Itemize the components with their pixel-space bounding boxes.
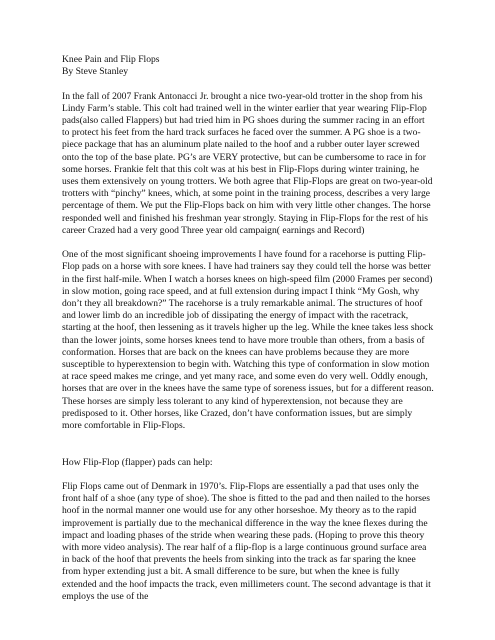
paragraph-1: In the fall of 2007 Frank Antonacci Jr. brought a nice two-year-old trotter in the shop from his Lindy Farm’s stable. This colt had trained well in the winter earlier that year wearing Flip-Flop pads(also called Flappers) but had tried him in PG shoes during the summer racing in an effort to protect his feet from the hard track surfaces he faced over the summer. A PG shoe is a two-piece package that has an aluminum plate nailed to the hoof and a rubber outer layer screwed onto the top of the base plate. PG’s are VERY protective, but can be cumbersome to race in for some horses. Frankie felt that this colt was at his best in Flip-Flops during winter training, he uses them extensively on young trotters. We both agree that Flip-Flops are great on two-year-old trotters with “pinchy” knees, which, at some point in the training process, describes a very large percentage of them. We put the Flip-Flops back on him with very little other changes. The horse responded well and finished his freshman year strongly. Staying in Flip-Flops for the rest of his career Crazed had a very good Three year old campaign( earnings and Record) <box>62 90 433 236</box>
spacer <box>62 78 434 90</box>
spacer <box>62 237 434 249</box>
section-heading: How Flip-Flop (flapper) pads can help: <box>62 456 213 468</box>
paragraph-2: One of the most significant shoeing improvements I have found for a racehorse is putting Flip-Flop pads on a horse with sore knees. I have had trainers say they could tell the horse was better in the first half-mile. When I watch a horses knees on high-speed film (2000 Frames per second) in slow motion, going race speed, and at full extension during impact I think “My Gosh, why don’t they all breakdown?” The racehorse is a truly remarkable animal. The structures of hoof and lower limb do an incredible job of dissipating the energy of impact with the racetrack, starting at the hoof, then lessening as it travels higher up the leg. While the knee takes less shock than the lower joints, some horses knees tend to have more trouble than others, from a basis of conformation. Horses that are back on the knees can have problems because they are more susceptible to hyperextension to begin with. Watching this type of conformation in slow motion at race speed makes me cringe, and yet many race, and some even do very well. Oddly enough, horses that are over in the knees have the same type of soreness issues, but for a different reason. These horses are simply less tolerant to any kind of hyperextension, not because they are predisposed to it. Other horses, like Crazed, don’t have conformation issues, but are simply more comfortable in Flip-Flops. <box>62 249 434 432</box>
paragraph-3: Flip Flops came out of Denmark in 1970’s. Flip-Flops are essentially a pad that uses only the front half of a shoe (any type of shoe). The shoe is fitted to the pad and then nailed to the horses hoof in the normal manner one would use for any other horseshoe. My theory as to the rapid improvement is partially due to the mechanical difference in the way the knee flexes during the impact and loading phases of the stride when wearing these pads. (Hoping to prove this theory with more video analysis). The rear half of a flip-flop is a large continuous ground surface area in back of the hoof that prevents the heels from sinking into the track as far sparing the knee from hyper extending just a bit. A small difference to be sure, but when the knee is fully extended and the hoof impacts the track, even millimeters count. The second advantage is that it employs the use of the <box>62 481 431 602</box>
document-byline: By Steve Stanley <box>62 66 129 78</box>
document-title: Knee Pain and Flip Flops <box>62 54 160 65</box>
spacer <box>62 432 434 444</box>
document-page <box>62 54 434 603</box>
spacer <box>62 469 434 481</box>
spacer <box>62 444 434 456</box>
